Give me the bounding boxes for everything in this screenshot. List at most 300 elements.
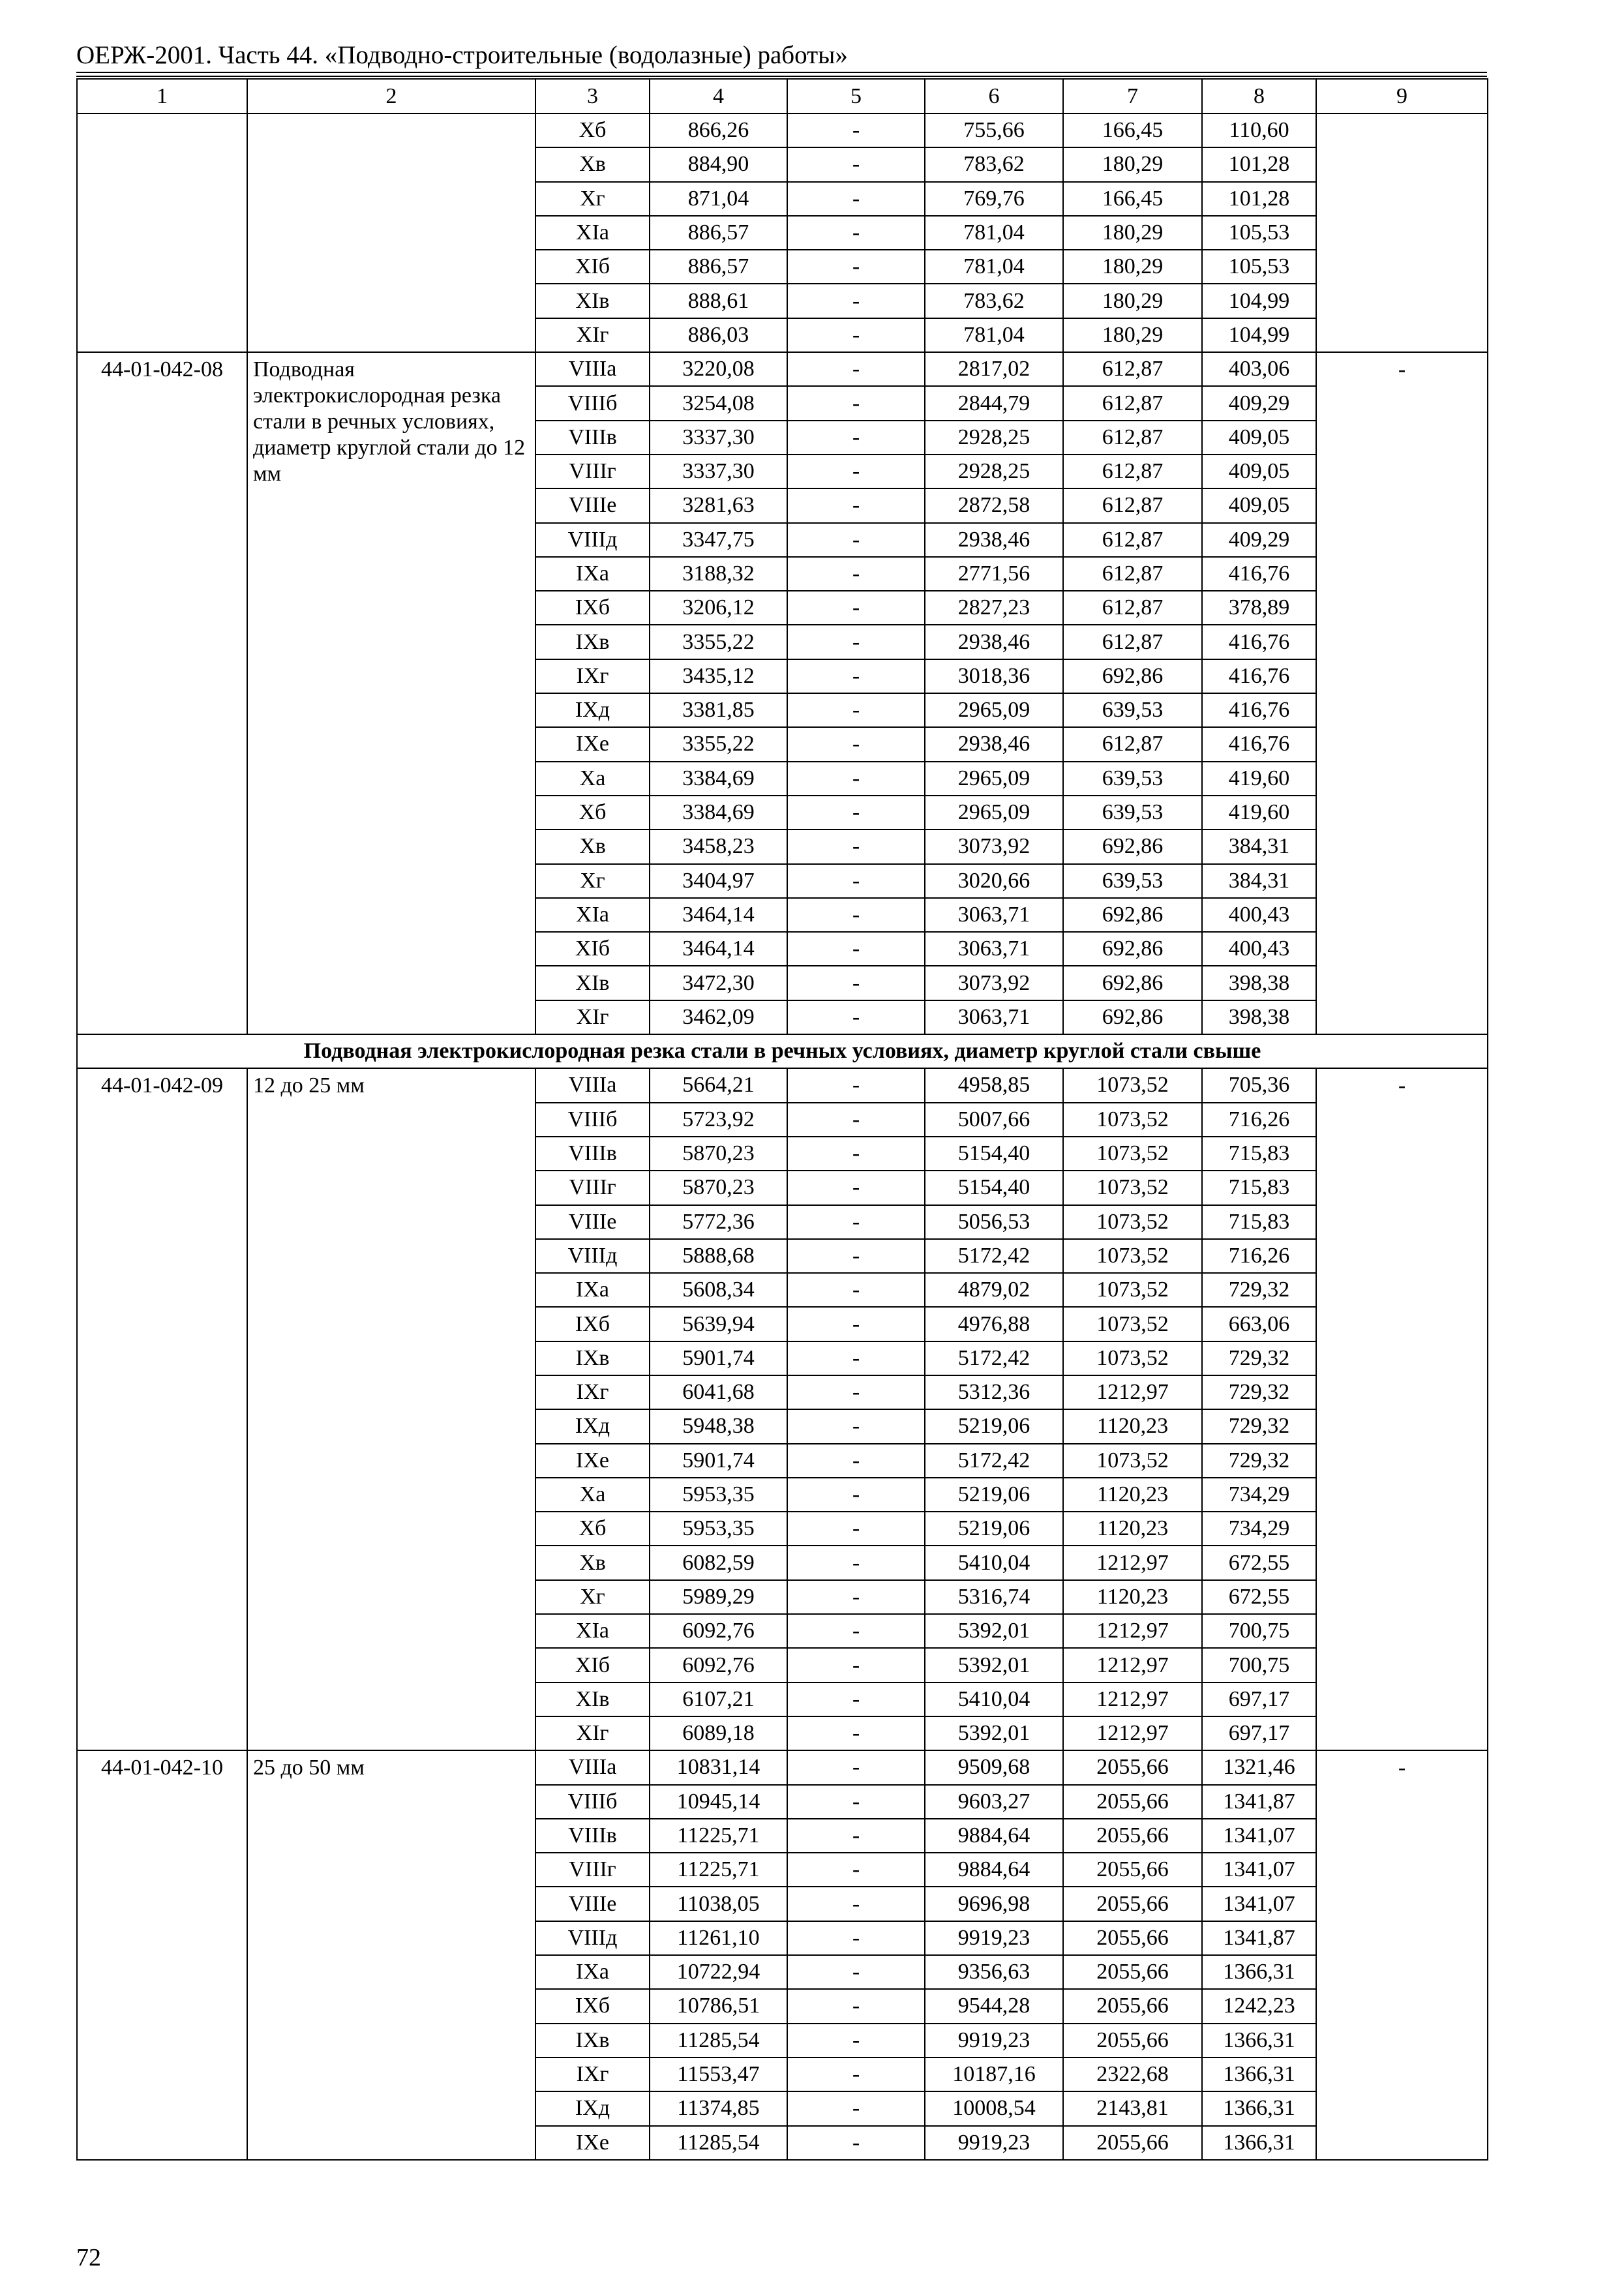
direct-costs: 3464,14 [650,898,787,932]
machinists-wages: 2055,66 [1063,1921,1202,1955]
column-number: 5 [787,79,925,113]
workers-wages: - [787,352,925,386]
machinists-wages: 1073,52 [1063,1137,1202,1171]
zone-code: VIIIг [535,1171,650,1204]
materials-costs: 419,60 [1202,796,1316,830]
machinists-wages: 2055,66 [1063,1989,1202,2023]
direct-costs: 3254,08 [650,386,787,420]
materials-costs: 1321,46 [1202,1750,1316,1784]
machine-costs: 2844,79 [925,386,1063,420]
materials-costs: 729,32 [1202,1375,1316,1409]
column-number: 7 [1063,79,1202,113]
zone-code: Xг [535,1580,650,1614]
machine-costs: 3073,92 [925,830,1063,863]
materials-costs: 705,36 [1202,1068,1316,1102]
zone-code: VIIIв [535,421,650,455]
zone-code: Xб [535,113,650,147]
machinists-wages: 180,29 [1063,147,1202,181]
col9-cell-empty [1316,113,1488,352]
machine-costs: 3063,71 [925,1000,1063,1034]
machine-costs: 4976,88 [925,1307,1063,1341]
zone-code: XIг [535,1000,650,1034]
materials-costs: 104,99 [1202,318,1316,352]
workers-wages: - [787,1955,925,1989]
machinists-wages: 1120,23 [1063,1478,1202,1512]
workers-wages: - [787,830,925,863]
direct-costs: 10786,51 [650,1989,787,2023]
machinists-wages: 2055,66 [1063,1819,1202,1853]
zone-code: VIIIд [535,523,650,557]
rate-description: 25 до 50 мм [247,1750,535,2160]
direct-costs: 3337,30 [650,421,787,455]
materials-costs: 697,17 [1202,1683,1316,1716]
workers-wages: - [787,1580,925,1614]
zone-code: IXг [535,659,650,693]
materials-costs: 716,26 [1202,1239,1316,1273]
materials-costs: 416,76 [1202,693,1316,727]
machine-costs: 2965,09 [925,762,1063,796]
machine-costs: 2817,02 [925,352,1063,386]
machine-costs: 9603,27 [925,1785,1063,1819]
zone-code: IXб [535,1307,650,1341]
direct-costs: 5989,29 [650,1580,787,1614]
col9-value: - [1316,1750,1488,2160]
machine-costs: 5392,01 [925,1614,1063,1648]
machinists-wages: 639,53 [1063,693,1202,727]
machine-costs: 5172,42 [925,1239,1063,1273]
direct-costs: 866,26 [650,113,787,147]
column-number: 6 [925,79,1063,113]
machine-costs: 5172,42 [925,1444,1063,1478]
workers-wages: - [787,284,925,318]
workers-wages: - [787,762,925,796]
workers-wages: - [787,1273,925,1307]
machine-costs: 5219,06 [925,1478,1063,1512]
zone-code: IXе [535,2126,650,2160]
zone-code: VIIIа [535,1068,650,1102]
machine-costs: 2771,56 [925,557,1063,591]
machine-costs: 2965,09 [925,796,1063,830]
direct-costs: 3435,12 [650,659,787,693]
machine-costs: 10187,16 [925,2057,1063,2091]
machine-costs: 783,62 [925,147,1063,181]
direct-costs: 10945,14 [650,1785,787,1819]
column-number: 3 [535,79,650,113]
zone-code: VIIIг [535,1853,650,1887]
workers-wages: - [787,182,925,216]
machinists-wages: 1120,23 [1063,1512,1202,1546]
zone-code: XIб [535,250,650,284]
workers-wages: - [787,1375,925,1409]
workers-wages: - [787,625,925,659]
machinists-wages: 1212,97 [1063,1648,1202,1682]
direct-costs: 6041,68 [650,1375,787,1409]
workers-wages: - [787,488,925,522]
machine-costs: 10008,54 [925,2091,1063,2125]
direct-costs: 3337,30 [650,455,787,488]
zone-code: XIв [535,284,650,318]
materials-costs: 1242,23 [1202,1989,1316,2023]
materials-costs: 729,32 [1202,1273,1316,1307]
materials-costs: 416,76 [1202,625,1316,659]
machinists-wages: 692,86 [1063,659,1202,693]
workers-wages: - [787,1137,925,1171]
direct-costs: 5953,35 [650,1512,787,1546]
direct-costs: 5948,38 [650,1409,787,1443]
machine-costs: 3063,71 [925,932,1063,966]
machinists-wages: 692,86 [1063,1000,1202,1034]
machine-costs: 5316,74 [925,1580,1063,1614]
machinists-wages: 612,87 [1063,488,1202,522]
zone-code: IXе [535,727,650,761]
workers-wages: - [787,1648,925,1682]
zone-code: IXг [535,2057,650,2091]
materials-costs: 729,32 [1202,1444,1316,1478]
workers-wages: - [787,523,925,557]
workers-wages: - [787,1614,925,1648]
machinists-wages: 2055,66 [1063,1853,1202,1887]
materials-costs: 416,76 [1202,557,1316,591]
machinists-wages: 639,53 [1063,796,1202,830]
zone-code: VIIIа [535,352,650,386]
machine-costs: 9884,64 [925,1819,1063,1853]
materials-costs: 672,55 [1202,1546,1316,1579]
machine-costs: 3063,71 [925,898,1063,932]
machinists-wages: 1212,97 [1063,1375,1202,1409]
machinists-wages: 1212,97 [1063,1683,1202,1716]
materials-costs: 400,43 [1202,898,1316,932]
direct-costs: 10722,94 [650,1955,787,1989]
direct-costs: 3206,12 [650,591,787,625]
workers-wages: - [787,1750,925,1784]
direct-costs: 3220,08 [650,352,787,386]
direct-costs: 3381,85 [650,693,787,727]
materials-costs: 1341,87 [1202,1785,1316,1819]
table-row [77,113,1488,147]
machinists-wages: 2055,66 [1063,1785,1202,1819]
machinists-wages: 692,86 [1063,932,1202,966]
zone-code: XIв [535,966,650,1000]
direct-costs: 888,61 [650,284,787,318]
direct-costs: 11553,47 [650,2057,787,2091]
machine-costs: 4879,02 [925,1273,1063,1307]
machine-costs: 9919,23 [925,2024,1063,2057]
machine-costs: 9919,23 [925,2126,1063,2160]
workers-wages: - [787,898,925,932]
machine-costs: 5007,66 [925,1103,1063,1137]
workers-wages: - [787,1989,925,2023]
workers-wages: - [787,1171,925,1204]
machine-costs: 769,76 [925,182,1063,216]
machine-costs: 5392,01 [925,1716,1063,1750]
machinists-wages: 639,53 [1063,864,1202,898]
materials-costs: 715,83 [1202,1205,1316,1239]
zone-code: XIв [535,1683,650,1716]
direct-costs: 3462,09 [650,1000,787,1034]
materials-costs: 734,29 [1202,1478,1316,1512]
direct-costs: 5608,34 [650,1273,787,1307]
materials-costs: 1366,31 [1202,2057,1316,2091]
direct-costs: 884,90 [650,147,787,181]
zone-code: VIIIд [535,1921,650,1955]
header-rule-double [76,76,1487,77]
zone-code: IXа [535,1955,650,1989]
direct-costs: 11285,54 [650,2126,787,2160]
machinists-wages: 1073,52 [1063,1171,1202,1204]
machine-costs: 755,66 [925,113,1063,147]
workers-wages: - [787,1921,925,1955]
materials-costs: 1366,31 [1202,2091,1316,2125]
machine-costs: 9356,63 [925,1955,1063,1989]
zone-code: IXб [535,1989,650,2023]
zone-code: XIа [535,1614,650,1648]
materials-costs: 104,99 [1202,284,1316,318]
machinists-wages: 2143,81 [1063,2091,1202,2125]
table-body [77,79,1488,2160]
workers-wages: - [787,1853,925,1887]
machinists-wages: 2055,66 [1063,1955,1202,1989]
price-table [76,78,1488,2161]
machinists-wages: 180,29 [1063,284,1202,318]
zone-code: VIIIб [535,1785,650,1819]
machinists-wages: 2322,68 [1063,2057,1202,2091]
zone-code: XIб [535,932,650,966]
machine-costs: 2938,46 [925,727,1063,761]
direct-costs: 3404,97 [650,864,787,898]
direct-costs: 6092,76 [650,1614,787,1648]
zone-code: VIIIг [535,455,650,488]
machine-costs: 2928,25 [925,455,1063,488]
workers-wages: - [787,1409,925,1443]
zone-code: VIIIб [535,386,650,420]
zone-code: Xв [535,1546,650,1579]
materials-costs: 663,06 [1202,1307,1316,1341]
zone-code: Xг [535,182,650,216]
zone-code: IXб [535,591,650,625]
materials-costs: 1366,31 [1202,1955,1316,1989]
workers-wages: - [787,932,925,966]
machine-costs: 9919,23 [925,1921,1063,1955]
machinists-wages: 1073,52 [1063,1341,1202,1375]
materials-costs: 378,89 [1202,591,1316,625]
workers-wages: - [787,1819,925,1853]
materials-costs: 700,75 [1202,1614,1316,1648]
zone-code: VIIIд [535,1239,650,1273]
machinists-wages: 1120,23 [1063,1580,1202,1614]
direct-costs: 6082,59 [650,1546,787,1579]
machine-costs: 5219,06 [925,1512,1063,1546]
materials-costs: 1341,07 [1202,1887,1316,1921]
zone-code: VIIIа [535,1750,650,1784]
workers-wages: - [787,1341,925,1375]
materials-costs: 409,05 [1202,455,1316,488]
machine-costs: 2827,23 [925,591,1063,625]
zone-code: VIIIe [535,1205,650,1239]
direct-costs: 11225,71 [650,1819,787,1853]
zone-code: VIIIб [535,1103,650,1137]
direct-costs: 6089,18 [650,1716,787,1750]
materials-costs: 729,32 [1202,1341,1316,1375]
workers-wages: - [787,1887,925,1921]
materials-costs: 1366,31 [1202,2024,1316,2057]
machine-costs: 9696,98 [925,1887,1063,1921]
workers-wages: - [787,421,925,455]
machinists-wages: 2055,66 [1063,1750,1202,1784]
zone-code: XIа [535,898,650,932]
machine-costs: 783,62 [925,284,1063,318]
rate-description: Подводная электрокислородная резка стали в речных условиях, диаметр круглой стали до 12 мм [247,352,535,1034]
machinists-wages: 1073,52 [1063,1068,1202,1102]
workers-wages: - [787,966,925,1000]
code-cell-empty [77,113,247,352]
column-number: 8 [1202,79,1316,113]
description-cell-empty [247,113,535,352]
zone-code: IXв [535,1341,650,1375]
rate-code: 44-01-042-08 [77,352,247,1034]
machine-costs: 9884,64 [925,1853,1063,1887]
machinists-wages: 612,87 [1063,557,1202,591]
workers-wages: - [787,1103,925,1137]
machinists-wages: 1073,52 [1063,1444,1202,1478]
direct-costs: 886,57 [650,216,787,250]
workers-wages: - [787,1307,925,1341]
materials-costs: 400,43 [1202,932,1316,966]
workers-wages: - [787,2024,925,2057]
workers-wages: - [787,455,925,488]
materials-costs: 384,31 [1202,830,1316,863]
direct-costs: 3281,63 [650,488,787,522]
zone-code: Xв [535,147,650,181]
materials-costs: 416,76 [1202,659,1316,693]
machine-costs: 2965,09 [925,693,1063,727]
zone-code: Xа [535,1478,650,1512]
machine-costs: 5172,42 [925,1341,1063,1375]
zone-code: VIIIв [535,1137,650,1171]
direct-costs: 886,57 [650,250,787,284]
workers-wages: - [787,2126,925,2160]
machinists-wages: 1212,97 [1063,1614,1202,1648]
direct-costs: 886,03 [650,318,787,352]
machine-costs: 5410,04 [925,1683,1063,1716]
workers-wages: - [787,386,925,420]
table-row [77,1068,1488,1102]
workers-wages: - [787,727,925,761]
direct-costs: 11038,05 [650,1887,787,1921]
section-title-row [77,1034,1488,1068]
materials-costs: 105,53 [1202,216,1316,250]
zone-code: Xа [535,762,650,796]
workers-wages: - [787,796,925,830]
workers-wages: - [787,1478,925,1512]
workers-wages: - [787,1546,925,1579]
machine-costs: 5312,36 [925,1375,1063,1409]
machinists-wages: 1073,52 [1063,1103,1202,1137]
materials-costs: 409,29 [1202,523,1316,557]
machinists-wages: 2055,66 [1063,1887,1202,1921]
table-row [77,1750,1488,1784]
zone-code: Xб [535,1512,650,1546]
direct-costs: 3384,69 [650,762,787,796]
machine-costs: 781,04 [925,250,1063,284]
machinists-wages: 612,87 [1063,421,1202,455]
col9-value: - [1316,1068,1488,1750]
materials-costs: 697,17 [1202,1716,1316,1750]
materials-costs: 398,38 [1202,966,1316,1000]
machine-costs: 2938,46 [925,523,1063,557]
materials-costs: 715,83 [1202,1171,1316,1204]
direct-costs: 3472,30 [650,966,787,1000]
materials-costs: 416,76 [1202,727,1316,761]
machine-costs: 9509,68 [925,1750,1063,1784]
direct-costs: 5664,21 [650,1068,787,1102]
column-number: 4 [650,79,787,113]
section-title: Подводная электрокислородная резка стали в речных условиях, диаметр круглой стали свыше [77,1034,1488,1068]
machine-costs: 2928,25 [925,421,1063,455]
direct-costs: 3355,22 [650,727,787,761]
zone-code: VIIIe [535,488,650,522]
machinists-wages: 1073,52 [1063,1239,1202,1273]
direct-costs: 5901,74 [650,1341,787,1375]
workers-wages: - [787,1444,925,1478]
machinists-wages: 692,86 [1063,898,1202,932]
workers-wages: - [787,1512,925,1546]
machinists-wages: 1120,23 [1063,1409,1202,1443]
machinists-wages: 166,45 [1063,113,1202,147]
direct-costs: 5870,23 [650,1137,787,1171]
zone-code: IXа [535,557,650,591]
rate-description: 12 до 25 мм [247,1068,535,1750]
direct-costs: 3458,23 [650,830,787,863]
workers-wages: - [787,318,925,352]
machinists-wages: 612,87 [1063,727,1202,761]
direct-costs: 5901,74 [650,1444,787,1478]
machine-costs: 781,04 [925,318,1063,352]
machinists-wages: 2055,66 [1063,2024,1202,2057]
zone-code: XIб [535,1648,650,1682]
direct-costs: 6092,76 [650,1648,787,1682]
workers-wages: - [787,1239,925,1273]
machinists-wages: 2055,66 [1063,2126,1202,2160]
direct-costs: 3347,75 [650,523,787,557]
machine-costs: 5392,01 [925,1648,1063,1682]
machinists-wages: 692,86 [1063,830,1202,863]
column-number-row [77,79,1488,113]
zone-code: XIа [535,216,650,250]
machine-costs: 9544,28 [925,1989,1063,2023]
machinists-wages: 612,87 [1063,523,1202,557]
workers-wages: - [787,1785,925,1819]
zone-code: IXд [535,693,650,727]
direct-costs: 5772,36 [650,1205,787,1239]
materials-costs: 101,28 [1202,182,1316,216]
page-number: 72 [76,2244,101,2271]
workers-wages: - [787,1716,925,1750]
zone-code: Xв [535,830,650,863]
zone-code: IXг [535,1375,650,1409]
workers-wages: - [787,557,925,591]
zone-code: VIIIe [535,1887,650,1921]
zone-code: Xг [535,864,650,898]
machinists-wages: 639,53 [1063,762,1202,796]
materials-costs: 398,38 [1202,1000,1316,1034]
workers-wages: - [787,216,925,250]
zone-code: IXв [535,625,650,659]
materials-costs: 700,75 [1202,1648,1316,1682]
machine-costs: 3020,66 [925,864,1063,898]
machinists-wages: 612,87 [1063,625,1202,659]
machine-costs: 5410,04 [925,1546,1063,1579]
machinists-wages: 180,29 [1063,216,1202,250]
